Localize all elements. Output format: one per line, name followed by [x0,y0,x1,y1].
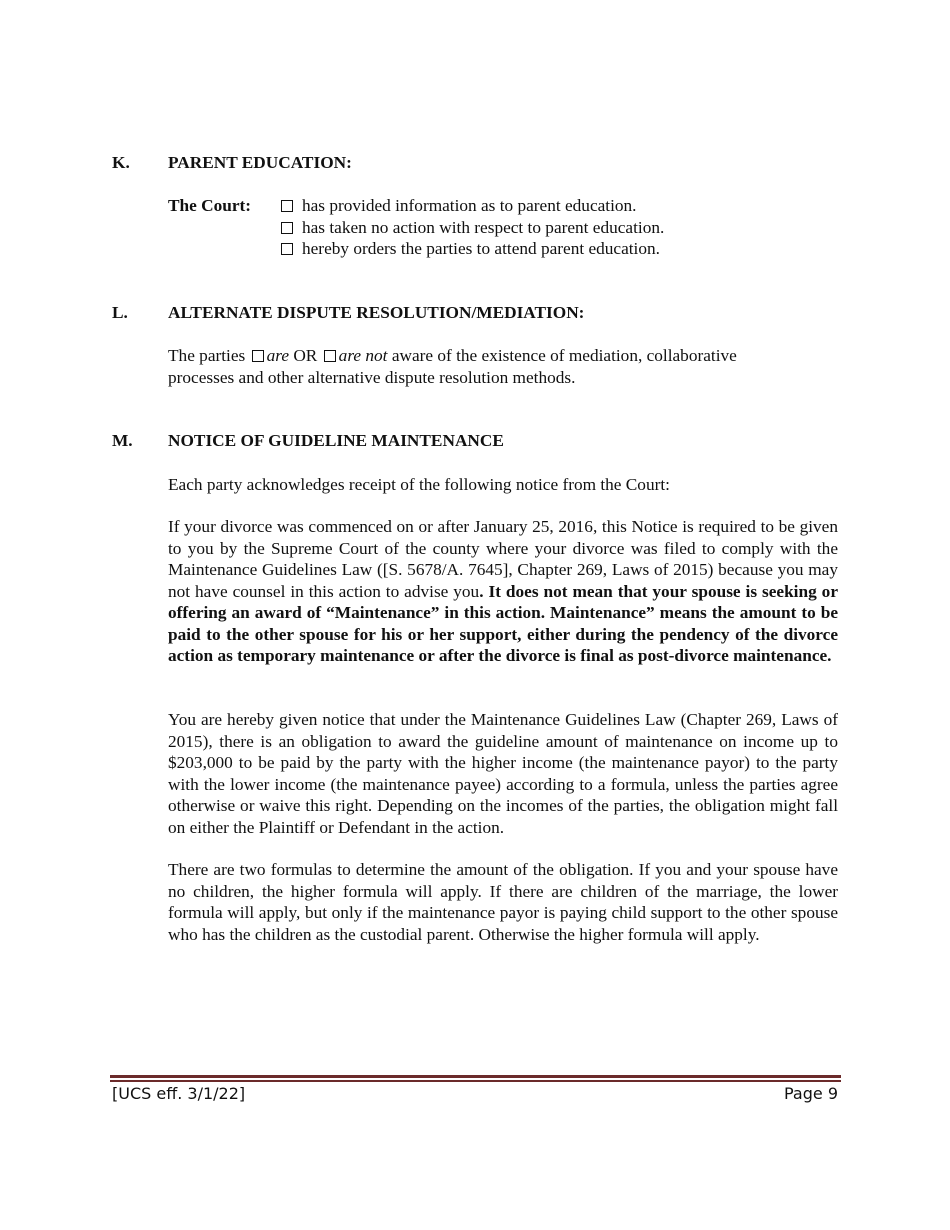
section-m-letter: M. [112,431,133,450]
parent-education-option-3[interactable] [281,238,660,260]
section-k-title: PARENT EDUCATION: [168,153,352,172]
checkbox-icon[interactable] [281,222,293,234]
option-are-label: are [266,346,289,365]
footer-page-number: Page 9 [784,1084,838,1103]
court-label: The Court: [168,196,252,215]
checkbox-icon[interactable] [281,200,293,212]
mediation-text-end: processes and other alternative dispute resolution methods. [168,367,576,387]
section-l-letter: L. [112,303,128,322]
section-l-title: ALTERNATE DISPUTE RESOLUTION/MEDIATION: [168,303,585,322]
parent-education-option-2[interactable] [281,217,664,239]
footer-rule-thin [110,1080,841,1082]
notice-paragraph-1 [168,516,838,667]
notice-paragraph-1-bold: . It does not mean that your spouse is seeking or offering an award of “Maintenance” in this action. Maintenance” means the amount to be paid to the other spouse for his or her support, either during the pendency of the divorce action as temporary maintenance or after the divorce is final as post-divorce maintenance. [168,581,838,665]
option-label: hereby orders the parties to attend parent education. [302,239,660,258]
notice-intro: Each party acknowledges receipt of the following notice from the Court: [168,475,670,494]
mediation-text-mid: aware of the existence of mediation, collaborative [391,346,737,365]
footer-rule-thick [110,1075,841,1078]
option-label: has provided information as to parent education. [302,196,637,215]
mediation-awareness-paragraph [168,345,838,388]
or-text: OR [293,346,318,365]
notice-paragraph-1-normal: If your divorce was commenced on or after January 25, 2016, this Notice is required to be given to you by the Supreme Court of the county where your divorce was filed to comply with the Maintenance Guidelines Law ([S. 5678/A. 7645], Chapter 269, Laws of 2015) because you may not have counsel in this action to advise you [168,517,838,601]
checkbox-are-icon[interactable] [252,350,264,362]
footer-form-version: [UCS eff. 3/1/22] [112,1084,246,1103]
parent-education-option-1[interactable] [281,195,637,217]
mediation-text-start: The parties [168,346,246,365]
option-label: has taken no action with respect to parent education. [302,217,665,237]
checkbox-icon[interactable] [281,243,293,255]
section-m-title: NOTICE OF GUIDELINE MAINTENANCE [168,431,504,450]
section-k-letter: K. [112,153,130,172]
checkbox-are-not-icon[interactable] [324,350,336,362]
notice-paragraph-2: You are hereby given notice that under the Maintenance Guidelines Law (Chapter 269, Laws of 2015), there is an obligation to award the guideline amount of maintenance on income up to $203,000 to be paid by the party with the higher income (the maintenance payor) to the party with the lower income (the maintenance payee) according to a formula, unless the parties agree otherwise or waive this right. Depending on the incomes of the parties, the obligation might fall on either the Plaintiff or Defendant in the action. [168,710,838,837]
notice-paragraph-3: There are two formulas to determine the amount of the obligation. If you and your spouse have no children, the higher formula will apply. If there are children of the marriage, the lower formula will apply, but only if the maintenance payor is paying child support to the other spouse who has the children as the custodial parent. Otherwise the higher formula will apply. [168,860,838,944]
option-are-not-label: are not [338,346,388,365]
